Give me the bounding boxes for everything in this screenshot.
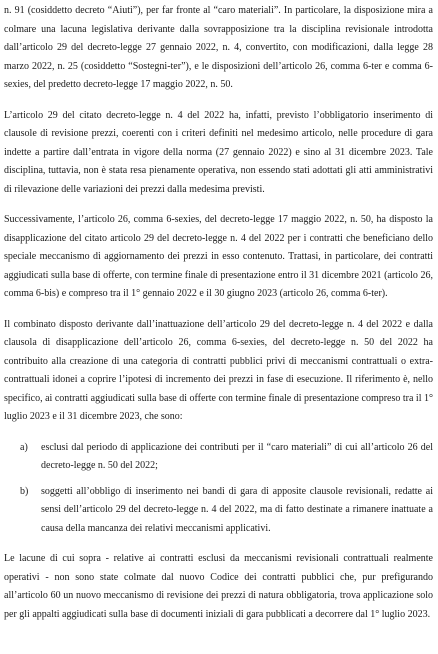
contracts-list (4, 439, 433, 539)
document-page (4, 2, 433, 636)
paragraph-article-26: Successivamente, l’articolo 26, comma 6-sexies, del decreto-legge 17 maggio 2022, n. 50, ha disposto la disapplicazione del citato articolo 29 del decreto-legge n. 4 del 2022 per i contratti che beneficiano dello speciale meccanismo di aggiornamento dei prezzi in esso contenuto. Trattasi, in particolare, dei contratti aggiudicati sulla base di offerte, con termine finale di presentazione entro il 31 dicembre 2021 (articolo 26, comma 6-bis) e compreso tra il 1° gennaio 2022 e il 30 giugno 2023 (articolo 26, comma 6-ter). (4, 214, 433, 299)
paragraph-closing: Le lacune di cui sopra - relative ai contratti esclusi da meccanismi revisionali contrattuali realmente operativi - non sono state colmate dal nuovo Codice dei contratti pubblici che, pur prefigurando all’articolo 60 un nuovo meccanismo di revisione dei prezzi di natura obbligatoria, trova applicazione solo per gli appalti aggiudicati sulla base di documenti iniziali di gara pubblicati a decorrere dal 1° luglio 2023. (4, 553, 433, 620)
paragraph-article-29: L’articolo 29 del citato decreto-legge n. 4 del 2022 ha, infatti, previsto l’obbligatorio inserimento di clausole di revisione prezzi, coerenti con i criteri definiti nel medesimo articolo, nelle procedure di gara indette a partire dall’entrata in vigore della norma (27 gennaio 2022) e sino al 31 dicembre 2023. Tale disciplina, tuttavia, non è stata resa pienamente operativa, non essendo stati adottati gli atti amministrativi di rilevazione delle variazioni dei prezzi dalla medesima previsti. (4, 109, 433, 195)
list-marker: a) (20, 441, 28, 453)
list-item (4, 439, 433, 476)
list-item-text: esclusi dal periodo di applicazione dei contributi per il “caro materiali” di cui all’articolo 26 del decreto-legge n. 50 del 2022; (41, 441, 433, 471)
list-marker: b) (20, 485, 29, 497)
list-item (4, 483, 433, 539)
paragraph-intro: n. 91 (cosiddetto decreto “Aiuti”), per far fronte al “caro materiali”. In particolare, la disposizione mira a colmare una lacuna legislativa derivante dalla sovrapposizione tra la disciplina revisionale introdotta dall’articolo 29 del decreto-legge 27 gennaio 2022, n. 4, convertito, con modificazioni, dalla legge 28 marzo 2022, n. 25 (cosiddetto “Sostegni-ter”), e le disposizioni dell’articolo 26, comma 6-ter e comma 6-sexies, del predetto decreto-legge 17 maggio 2022, n. 50. (4, 5, 433, 90)
paragraph-combined-provision: Il combinato disposto derivante dall’inattuazione dell’articolo 29 del decreto-legge n. 4 del 2022 e dalla clausola di disapplicazione dell’articolo 26, comma 6-sexies, del decreto-legge n. 50 del 2022 ha contribuito alla creazione di una categoria di contratti pubblici privi di meccanismi contrattuali o extra-contrattuali idonei a coprire l’ipotesi di incremento dei prezzi in fase di esecuzione. Il riferimento è, nello specifico, ai contratti aggiudicati sulla base di offerte con termine finale di presentazione compreso tra il 1° luglio 2023 e il 31 dicembre 2023, che sono: (4, 318, 433, 422)
list-item-text: soggetti all’obbligo di inserimento nei bandi di gara di apposite clausole revisionali, redatte ai sensi dell’articolo 29 del decreto-legge n. 4 del 2022, ma di fatto destinate a rimanere inattuate a causa della mancanza dei relativi meccanismi applicativi. (41, 485, 433, 534)
